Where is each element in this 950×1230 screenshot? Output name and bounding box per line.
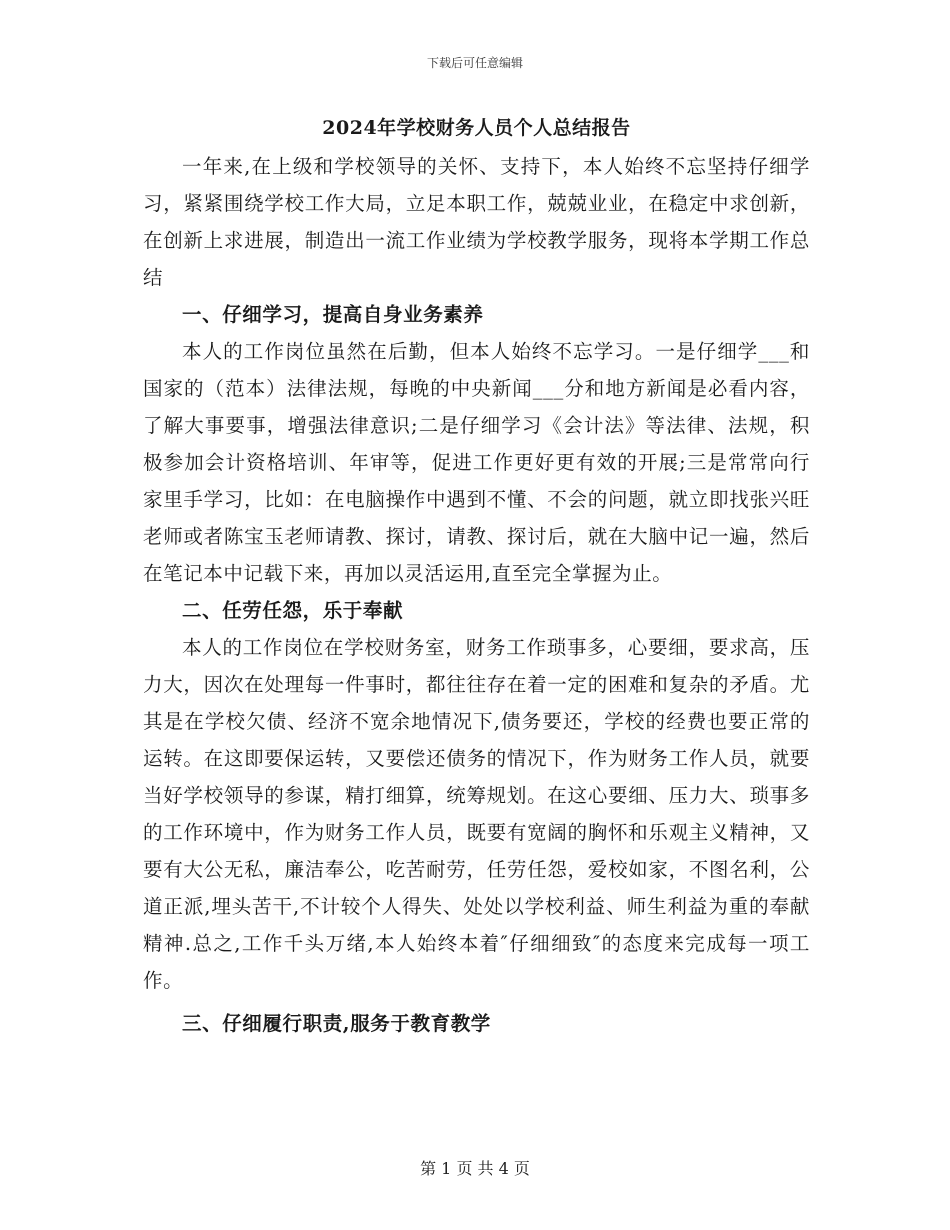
document-body [143,112,810,1042]
page-header-note: 下载后可任意编辑 [426,56,523,70]
section-body-1: 本人的工作岗位虽然在后勤，但本人始终不忘学习。一是仔细学___和国家的（范本）法律法规，每晚的中央新闻___分和地方新闻是必看内容，了解大事要事，增强法律意识;二是仔细学习《会计法》等法律、法规，积极参加会计资格培训、年审等，促进工作更好更有效的开展;三是常常向行家里手学习，比如：在电脑操作中遇到不懂、不会的问题，就立即找张兴旺老师或者陈宝玉老师请教、探讨，请教、探讨后，就在大脑中记一遍，然后在笔记本中记载下来，再加以灵活运用,直至完全掌握为止。 [143,340,810,585]
page-footer: 第 1 页 共 4 页 [420,1159,530,1178]
section-body-2: 本人的工作岗位在学校财务室，财务工作琐事多，心要细，要求高，压力大，因次在处理每一件事时，都往往存在着一定的困难和复杂的矛盾。尤其是在学校欠债、经济不宽余地情况下,债务要还，学校的经费也要正常的运转。在这即要保运转，又要偿还债务的情况下，作为财务工作人员，就要当好学校领导的参谋，精打细算，统筹规划。在这心要细、压力大、琐事多的工作环境中，作为财务工作人员，既要有宽阔的胸怀和乐观主义精神，又要有大公无私，廉洁奉公，吃苦耐劳，任劳任怨，爱校如家，不图名利，公道正派,埋头苦干,不计较个人得失、处处以学校利益、师生利益为重的奉献精神.总之,工作千头万绪,本人始终本着″仔细细致″的态度来完成每一项工作。 [143,636,810,992]
section-heading-3: 三、仔细履行职责,服务于教育教学 [182,1012,491,1035]
document-title: 2024年学校财务人员个人总结报告 [322,117,631,139]
intro-paragraph: 一年来,在上级和学校领导的关怀、支持下，本人始终不忘坚持仔细学习，紧紧围绕学校工作大局，立足本职工作，兢兢业业，在稳定中求创新，在创新上求进展，制造出一流工作业绩为学校教学服务，现将本学期工作总结 [143,155,810,289]
section-heading-1: 一、仔细学习，提高自身业务素养 [182,303,484,326]
section-heading-2: 二、任劳任怨，乐于奉献 [182,599,404,622]
